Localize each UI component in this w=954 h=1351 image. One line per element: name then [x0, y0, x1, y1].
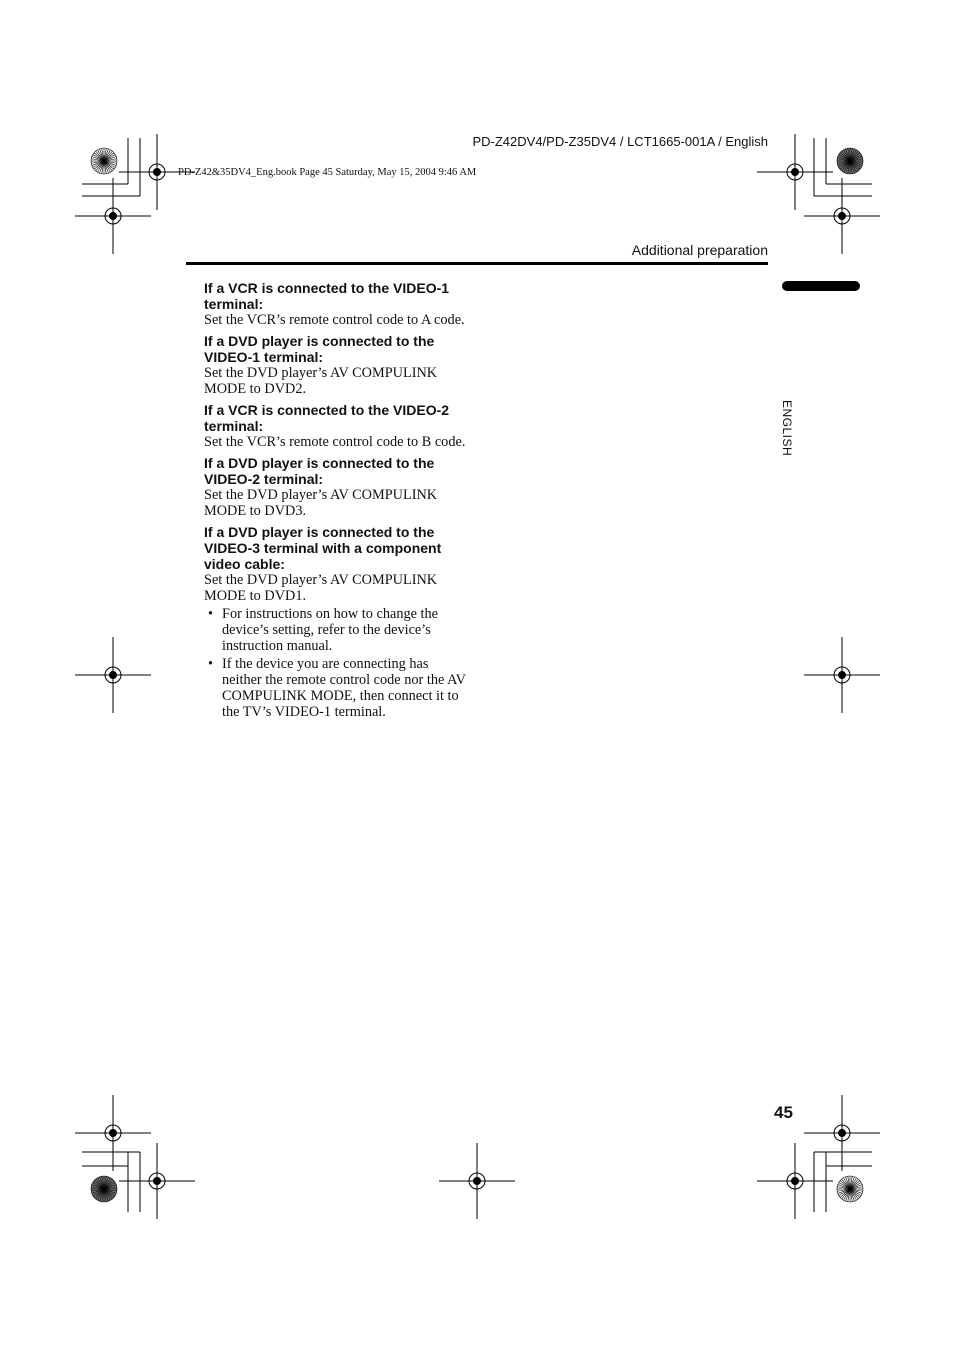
book-info-line: PD-Z42&35DV4_Eng.book Page 45 Saturday, May 15, 2004 9:46 AM: [178, 167, 477, 178]
registration-crosshair-icon: [119, 1143, 195, 1219]
section-title: Additional preparation: [631, 242, 768, 258]
instruction-body: Set the DVD player’s AV COMPULINK MODE to DVD3.: [204, 487, 438, 519]
registration-crosshair-icon: [804, 178, 880, 254]
instruction-dvd-video3: [204, 524, 466, 604]
instruction-heading: If a DVD player is connected to the VIDEO-1 terminal:: [204, 333, 435, 365]
registration-crosshair-icon: [757, 1143, 833, 1219]
header-rule: [186, 262, 768, 265]
document-id: PD-Z42DV4/PD-Z35DV4 / LCT1665-001A / English: [472, 134, 768, 149]
notes-list: [204, 606, 466, 720]
registration-crosshair-icon: [75, 637, 151, 713]
instruction-body: Set the VCR’s remote control code to B code.: [204, 434, 466, 450]
main-content: [204, 280, 466, 720]
language-label: ENGLISH: [780, 400, 794, 457]
note-item: [204, 606, 466, 654]
side-tab-marker: [782, 281, 860, 291]
registration-star-icon: [91, 1176, 117, 1202]
bullet-icon: •: [208, 606, 214, 622]
instruction-dvd-video1: [204, 333, 466, 397]
instruction-vcr-video2: [204, 402, 466, 450]
note-text: If the device you are connecting has neither the remote control code nor the AV COMPULINK MODE, then connect it to the TV’s VIDEO-1 terminal.: [222, 656, 466, 720]
instruction-heading: If a DVD player is connected to the VIDEO-2 terminal:: [204, 455, 435, 487]
instruction-body: Set the DVD player’s AV COMPULINK MODE to DVD2.: [204, 365, 438, 397]
instruction-dvd-video2: [204, 455, 466, 519]
instruction-body: Set the DVD player’s AV COMPULINK MODE to DVD1.: [204, 572, 438, 604]
instruction-heading: If a VCR is connected to the VIDEO-2 terminal:: [204, 402, 450, 434]
registration-crosshair-icon: [757, 134, 833, 210]
note-item: [204, 656, 466, 720]
registration-crosshair-icon: [439, 1143, 515, 1219]
instruction-heading: If a DVD player is connected to the VIDEO-3 terminal with a component video cable:: [204, 524, 442, 572]
registration-crosshair-icon: [804, 637, 880, 713]
registration-star-icon: [837, 148, 863, 174]
registration-star-icon: [837, 1176, 863, 1202]
note-text: For instructions on how to change the device’s setting, refer to the device’s instruction manual.: [222, 606, 439, 654]
bullet-icon: •: [208, 656, 214, 672]
page-number: 45: [774, 1103, 793, 1122]
instruction-heading: If a VCR is connected to the VIDEO-1 terminal:: [204, 280, 450, 312]
instruction-vcr-video1: [204, 280, 466, 328]
registration-crosshair-icon: [804, 1095, 880, 1171]
registration-star-icon: [91, 148, 117, 174]
instruction-body: Set the VCR’s remote control code to A code.: [204, 312, 465, 328]
